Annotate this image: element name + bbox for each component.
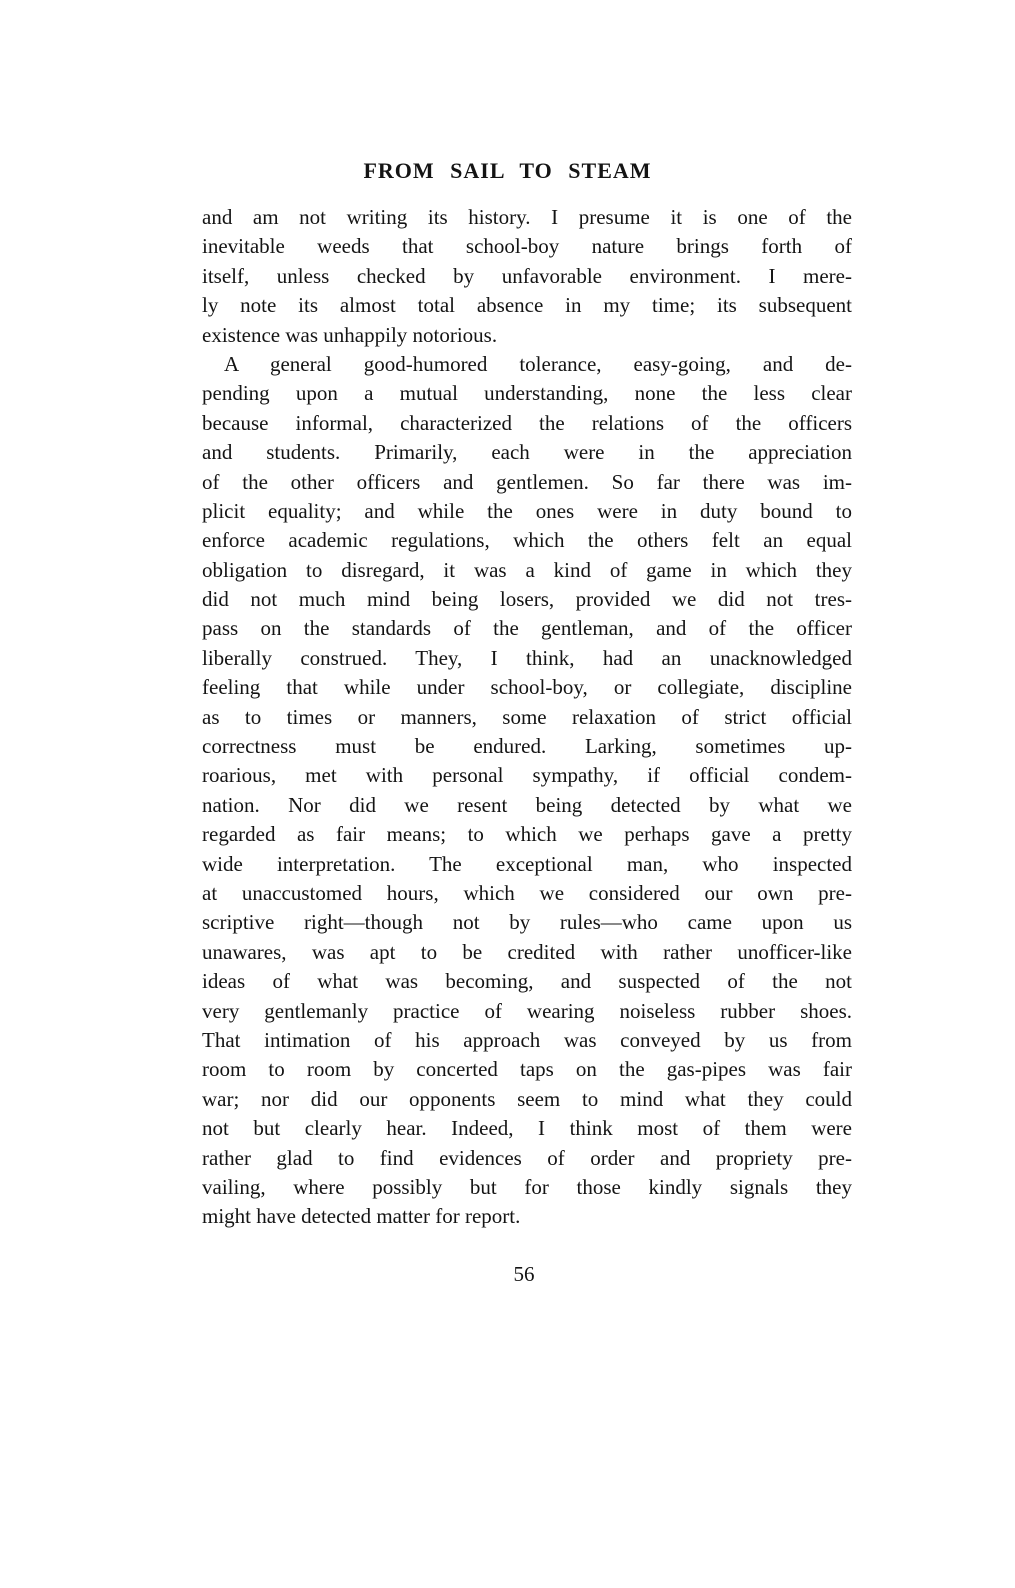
text-line: ideas of what was becoming, and suspected of the not — [202, 969, 852, 994]
text-line: did not much mind being losers, provided we did not tres- — [202, 587, 852, 612]
text-line: because informal, characterized the relations of the officers — [202, 410, 852, 435]
text-line: vailing, where possibly but for those kindly signals they — [202, 1174, 852, 1199]
text-line: feeling that while under school-boy, or collegiate, discipline — [202, 675, 852, 700]
text-line: not but clearly hear. Indeed, I think most of them were — [202, 1116, 852, 1141]
body-text — [202, 203, 852, 1232]
text-line: plicit equality; and while the ones were in duty bound to — [202, 498, 852, 523]
text-line: nation. Nor did we resent being detected by what we — [202, 792, 852, 817]
text-line: ly note its almost total absence in my time; its subsequent — [202, 293, 852, 318]
text-line: That intimation of his approach was conveyed by us from — [202, 1027, 852, 1052]
text-line: enforce academic regulations, which the others felt an equal — [202, 528, 852, 553]
text-line: and students. Primarily, each were in the appreciation — [202, 440, 852, 465]
text-line: roarious, met with personal sympathy, if official condem- — [202, 763, 852, 788]
text-line: regarded as fair means; to which we perhaps gave a pretty — [202, 822, 852, 847]
text-line: and am not writing its history. I presume it is one of the — [202, 205, 852, 229]
text-line: unawares, was apt to be credited with rather unofficer-like — [202, 939, 852, 964]
running-head: FROM SAIL TO STEAM — [363, 158, 652, 183]
text-line: wide interpretation. The exceptional man, who inspected — [202, 851, 852, 876]
text-line: itself, unless checked by unfavorable environment. I mere- — [202, 263, 852, 288]
text-line: as to times or manners, some relaxation of strict official — [202, 704, 852, 729]
paragraph — [202, 203, 852, 350]
text-line: inevitable weeds that school-boy nature brings forth of — [202, 234, 852, 259]
text-line: existence was unhappily notorious. — [202, 322, 498, 347]
text-line: at unaccustomed hours, which we considered our own pre- — [202, 880, 852, 905]
text-line: pending upon a mutual understanding, none the less clear — [202, 381, 852, 406]
page-number: 56 — [513, 1262, 535, 1286]
text-line: correctness must be endured. Larking, sometimes up- — [202, 734, 852, 759]
text-line: of the other officers and gentlemen. So far there was im- — [202, 469, 852, 494]
text-line: liberally construed. They, I think, had an unacknowledged — [202, 645, 852, 670]
text-line: war; nor did our opponents seem to mind what they could — [202, 1086, 852, 1111]
text-line: rather glad to find evidences of order and propriety pre- — [202, 1145, 852, 1170]
text-line: scriptive right—though not by rules—who came upon us — [202, 910, 852, 935]
text-line: might have detected matter for report. — [202, 1204, 521, 1229]
text-line: obligation to disregard, it was a kind of game in which they — [202, 557, 852, 582]
text-line: A general good-humored tolerance, easy-going, and de- — [224, 351, 852, 376]
text-line: pass on the standards of the gentleman, and of the officer — [202, 616, 852, 641]
paragraph — [202, 350, 852, 1232]
text-line: very gentlemanly practice of wearing noiseless rubber shoes. — [202, 998, 852, 1023]
text-line: room to room by concerted taps on the gas-pipes was fair — [202, 1057, 852, 1082]
